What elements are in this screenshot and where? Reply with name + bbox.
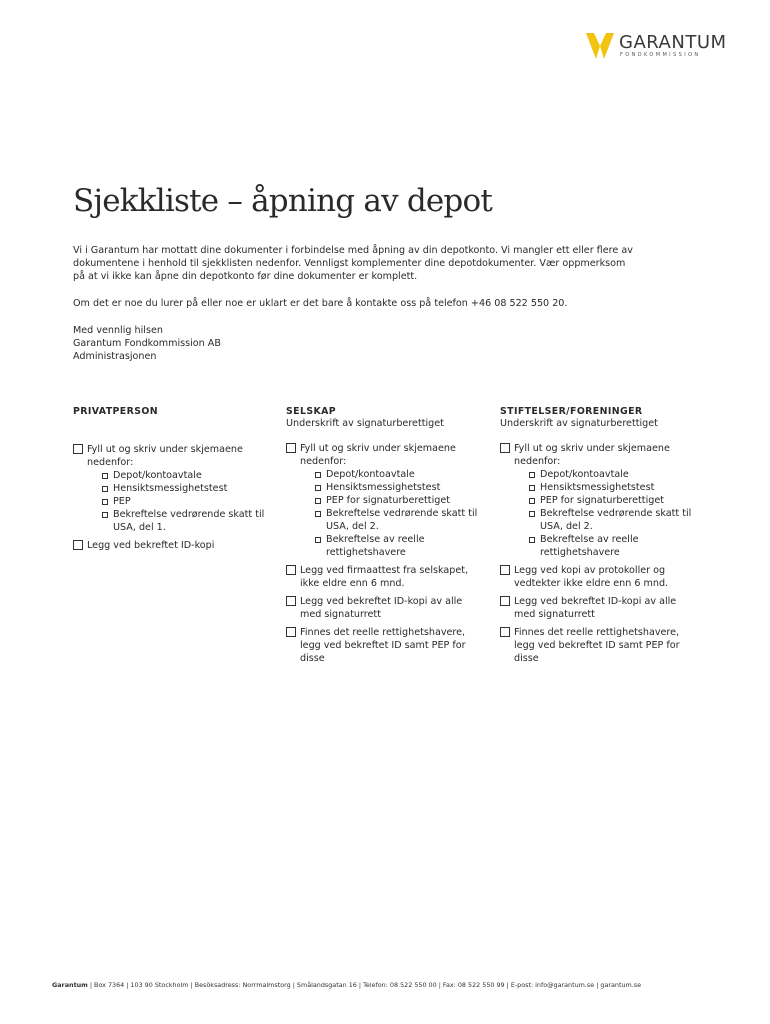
checklist-item-label: Legg ved bekreftet ID-kopi	[87, 540, 215, 551]
checklist-item	[500, 626, 700, 665]
company-name: Garantum Fondkommission AB	[73, 338, 221, 349]
logo-wordmark: GARANTUM	[619, 32, 727, 53]
sub-checkbox[interactable]	[102, 512, 108, 518]
checklist-item	[286, 595, 486, 621]
sub-checklist-item	[528, 481, 700, 494]
checklist-item-label: Legg ved bekreftet ID-kopi av alle med signaturrett	[514, 596, 677, 620]
checkbox[interactable]	[286, 596, 296, 606]
sub-checklist-item	[101, 482, 273, 495]
column-subheading: Underskrift av signaturberettiget	[500, 418, 658, 429]
logo-mark-icon	[586, 33, 614, 59]
sub-checklist-label: Bekreftelse vedrørende skatt til USA, del 2.	[326, 508, 478, 532]
sub-checklist-item	[528, 468, 700, 481]
sub-checkbox[interactable]	[102, 473, 108, 479]
sub-checkbox[interactable]	[315, 511, 321, 517]
checklist-item-label: Legg ved firmaattest fra selskapet, ikke eldre enn 6 mnd.	[300, 565, 469, 589]
company-logo	[586, 33, 736, 61]
sub-checklist	[514, 468, 700, 559]
checklist	[500, 442, 700, 665]
footer-details: | Box 7364 | 103 90 Stockholm | Besöksadress: Norrmalmstorg | Smålandsgatan 16 | Telefon: 08 522 550 00 | Fax: 08 522 550 99 | E-post: info@garantum.se | garantum.se	[87, 981, 642, 989]
sub-checklist-label: PEP for signaturberettiget	[540, 495, 664, 506]
column-heading: STIFTELSER/FORENINGER	[500, 406, 643, 417]
checklist-item-label: Finnes det reelle rettighetshavere, legg ved bekreftet ID samt PEP for disse	[514, 627, 680, 664]
sub-checkbox[interactable]	[315, 537, 321, 543]
checklist-item	[500, 442, 700, 559]
sub-checklist-item	[528, 507, 700, 533]
sub-checklist-item	[314, 481, 486, 494]
checklist-item	[286, 626, 486, 665]
sub-checklist-item	[314, 494, 486, 507]
column-selskap	[286, 405, 486, 670]
signature-block	[73, 324, 633, 363]
sub-checklist-label: Hensiktsmessighetstest	[113, 483, 228, 494]
checkbox[interactable]	[500, 627, 510, 637]
greeting: Med vennlig hilsen	[73, 325, 163, 336]
checklist-item-label: Finnes det reelle rettighetshavere, legg ved bekreftet ID samt PEP for disse	[300, 627, 466, 664]
sub-checklist-label: Bekreftelse av reelle rettighetshavere	[540, 534, 639, 558]
sub-checklist-item	[314, 533, 486, 559]
checklist	[286, 442, 486, 665]
sub-checklist-label: Hensiktsmessighetstest	[326, 482, 441, 493]
intro-text	[73, 244, 633, 363]
checklist	[73, 443, 273, 552]
sub-checkbox[interactable]	[529, 472, 535, 478]
sub-checkbox[interactable]	[102, 499, 108, 505]
checklist-item	[286, 564, 486, 590]
sub-checklist-label: Depot/kontoavtale	[326, 469, 415, 480]
sub-checklist-item	[528, 494, 700, 507]
column-subheading: Underskrift av signaturberettiget	[286, 418, 444, 429]
column-heading: PRIVATPERSON	[73, 406, 158, 417]
intro-paragraph-1: Vi i Garantum har mottatt dine dokumenter i forbindelse med åpning av din depotkonto. Vi mangler ett eller flere av dokumentene i henhold til sjekklisten nedenfor. Vennligst komplementer dine depotdokumenter. Vær oppmerksom på at vi ikke kan åpne din depotkonto før dine dokumenter er komplett.	[73, 245, 633, 282]
footer-brand: Garantum	[52, 981, 88, 989]
checkbox[interactable]	[286, 627, 296, 637]
checklist-item-label: Fyll ut og skriv under skjemaene nedenfor:	[87, 444, 243, 468]
department-name: Administrasjonen	[73, 351, 157, 362]
page-title: Sjekkliste – åpning av depot	[73, 183, 492, 219]
sub-checkbox[interactable]	[315, 472, 321, 478]
intro-paragraph-2: Om det er noe du lurer på eller noe er uklart er det bare å kontakte oss på telefon +46 08 522 550 20.	[73, 298, 568, 309]
footer	[52, 981, 732, 990]
checklist-item	[286, 442, 486, 559]
sub-checklist-item	[101, 495, 273, 508]
sub-checklist-label: Bekreftelse vedrørende skatt til USA, del 2.	[540, 508, 692, 532]
sub-checklist	[87, 469, 273, 534]
column-stiftelser	[500, 405, 700, 670]
checkbox[interactable]	[500, 565, 510, 575]
sub-checkbox[interactable]	[529, 485, 535, 491]
checkbox[interactable]	[500, 596, 510, 606]
sub-checklist	[300, 468, 486, 559]
sub-checklist-label: Bekreftelse vedrørende skatt til USA, del 1.	[113, 509, 265, 533]
checklist-item-label: Legg ved kopi av protokoller og vedtekter ikke eldre enn 6 mnd.	[514, 565, 669, 589]
checkbox[interactable]	[286, 565, 296, 575]
sub-checklist-label: PEP	[113, 496, 131, 507]
sub-checklist-item	[101, 508, 273, 534]
sub-checklist-label: Depot/kontoavtale	[540, 469, 629, 480]
sub-checkbox[interactable]	[529, 498, 535, 504]
checkbox[interactable]	[73, 540, 83, 550]
sub-checklist-item	[314, 468, 486, 481]
sub-checklist-label: Hensiktsmessighetstest	[540, 482, 655, 493]
sub-checkbox[interactable]	[102, 486, 108, 492]
sub-checklist-label: Depot/kontoavtale	[113, 470, 202, 481]
sub-checklist-label: Bekreftelse av reelle rettighetshavere	[326, 534, 425, 558]
column-heading: SELSKAP	[286, 406, 337, 417]
sub-checklist-item	[314, 507, 486, 533]
checkbox[interactable]	[73, 444, 83, 454]
sub-checkbox[interactable]	[315, 485, 321, 491]
column-privatperson	[73, 405, 273, 557]
sub-checkbox[interactable]	[529, 537, 535, 543]
checklist-item-label: Fyll ut og skriv under skjemaene nedenfor:	[514, 443, 670, 467]
checklist-item-label: Legg ved bekreftet ID-kopi av alle med signaturrett	[300, 596, 463, 620]
sub-checkbox[interactable]	[529, 511, 535, 517]
checkbox[interactable]	[500, 443, 510, 453]
checklist-item-label: Fyll ut og skriv under skjemaene nedenfor:	[300, 443, 456, 467]
sub-checklist-item	[101, 469, 273, 482]
checkbox[interactable]	[286, 443, 296, 453]
checklist-item	[73, 443, 273, 534]
checklist-item	[500, 564, 700, 590]
checklist-item	[73, 539, 273, 552]
sub-checklist-item	[528, 533, 700, 559]
checklist-item	[500, 595, 700, 621]
sub-checkbox[interactable]	[315, 498, 321, 504]
logo-subtitle: FONDKOMMISSION	[620, 52, 701, 58]
sub-checklist-label: PEP for signaturberettiget	[326, 495, 450, 506]
